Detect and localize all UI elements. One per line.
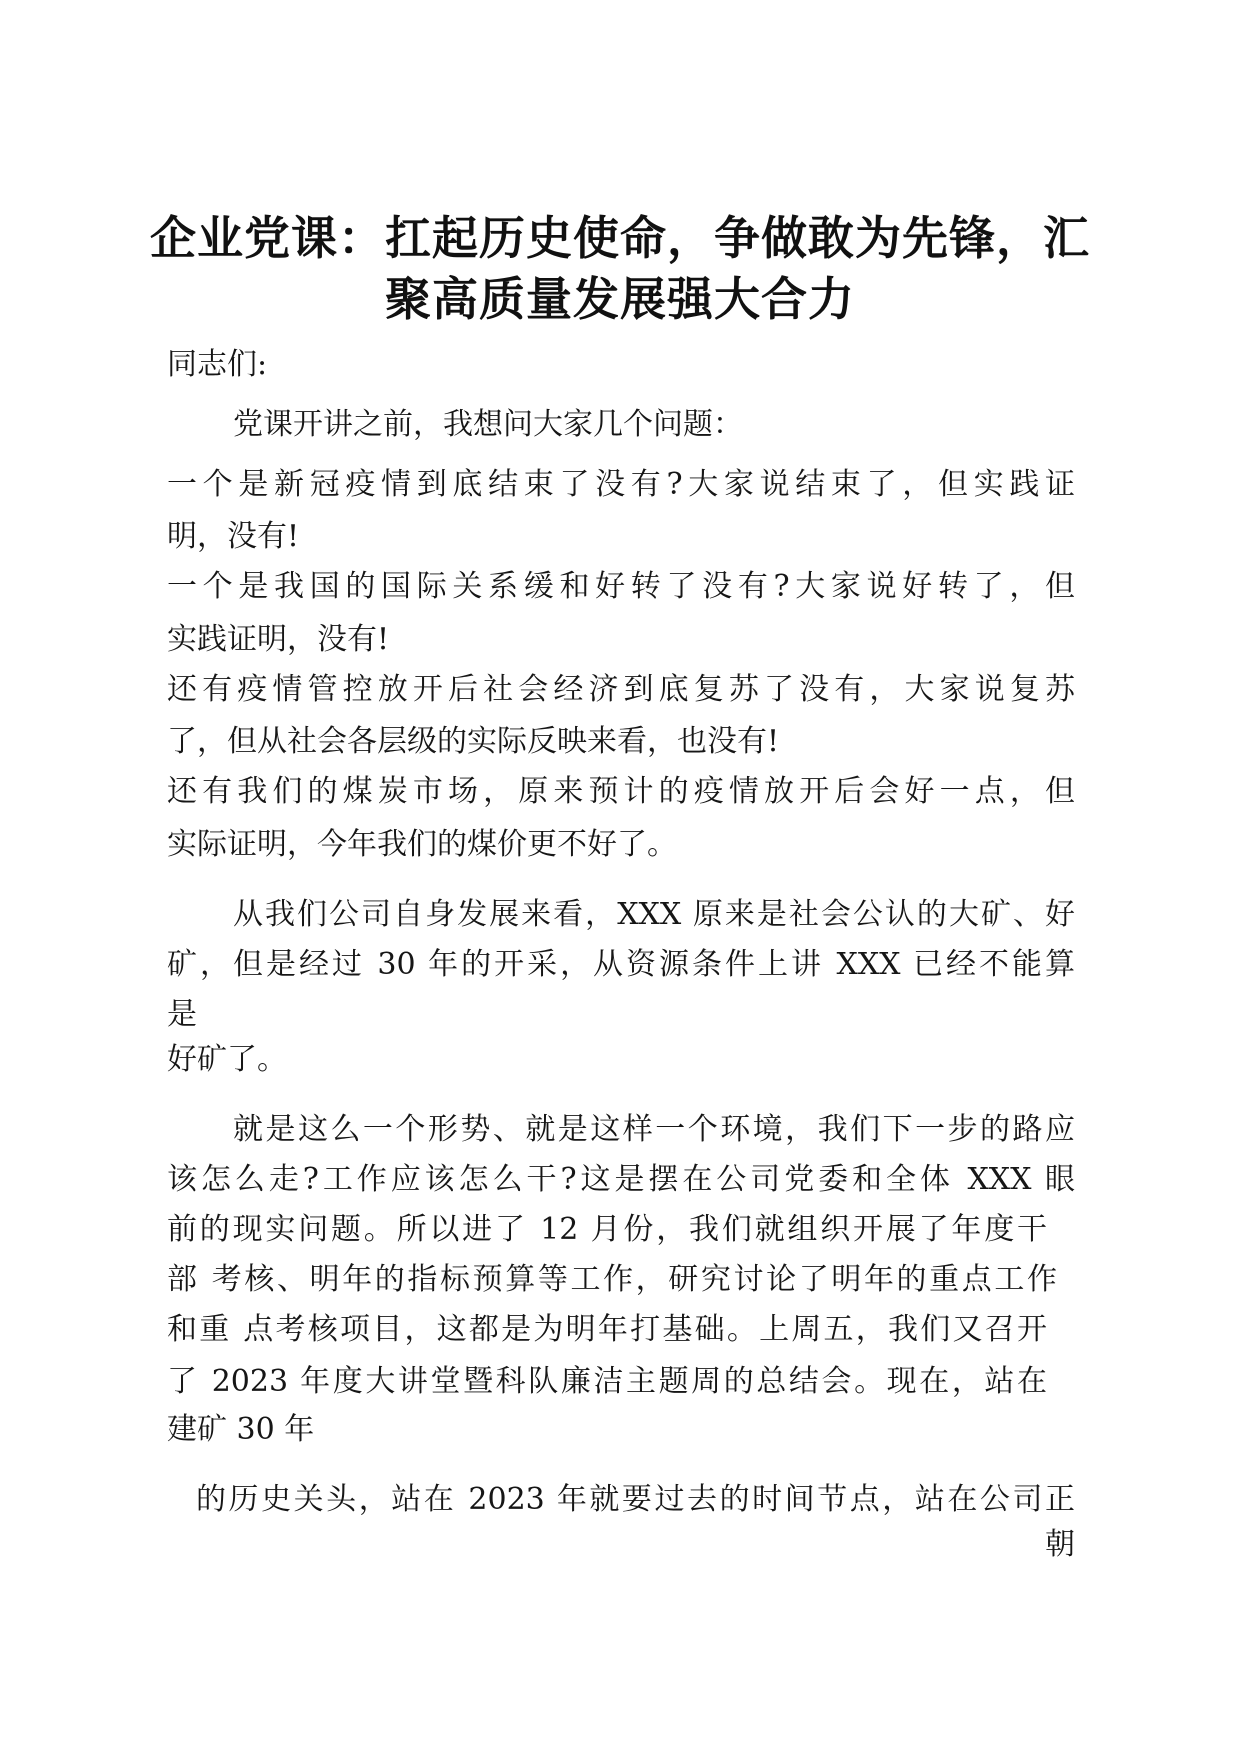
- document-title-line-1: 企业党课：扛起历史使命，争做敢为先锋，汇: [150, 211, 1090, 265]
- paragraph-line: 一个是新冠疫情到底结束了没有?大家说结束了，但实践证: [167, 467, 1075, 502]
- paragraph-line: 明，没有!: [167, 519, 300, 554]
- paragraph-line: 和重 点考核项目，这都是为明年打基础。上周五，我们又召开: [167, 1312, 1047, 1347]
- paragraph-line: 了，但从社会各层级的实际反映来看，也没有!: [167, 724, 780, 759]
- salutation: 同志们:: [167, 347, 268, 382]
- paragraph-line: 是: [167, 997, 197, 1032]
- paragraph-line: 实践证明，没有!: [167, 622, 390, 657]
- paragraph-line: 党课开讲之前，我想问大家几个问题：: [233, 407, 743, 442]
- paragraph-line: 的历史关头，站在 2023 年就要过去的时间节点，站在公司正: [196, 1482, 1075, 1517]
- paragraph-line: 朝: [1045, 1527, 1075, 1562]
- document-title-line-2: 聚高质量发展强大合力: [385, 272, 855, 326]
- paragraph-line: 了 2023 年度大讲堂暨科队廉洁主题周的总结会。现在，站在: [167, 1364, 1047, 1399]
- paragraph-line: 好矿了。: [167, 1042, 287, 1077]
- paragraph-line: 部 考核、明年的指标预算等工作，研究讨论了明年的重点工作: [167, 1262, 1057, 1297]
- paragraph-line: 矿，但是经过 30 年的开采，从资源条件上讲 XXX 已经不能算: [167, 947, 1075, 982]
- paragraph-line: 建矿 30 年: [167, 1412, 315, 1447]
- paragraph-line: 还有疫情管控放开后社会经济到底复苏了没有，大家说复苏: [167, 672, 1075, 707]
- paragraph-line: 就是这么一个形势、就是这样一个环境，我们下一步的路应: [233, 1112, 1075, 1147]
- paragraph-line: 前的现实问题。所以进了 12 月份，我们就组织开展了年度干: [167, 1212, 1047, 1247]
- paragraph-line: 该怎么走?工作应该怎么干?这是摆在公司党委和全体 XXX 眼: [167, 1162, 1075, 1197]
- paragraph-line: 还有我们的煤炭市场，原来预计的疫情放开后会好一点，但: [167, 774, 1075, 809]
- paragraph-line: 从我们公司自身发展来看，XXX 原来是社会公认的大矿、好: [233, 897, 1075, 932]
- paragraph-line: 一个是我国的国际关系缓和好转了没有?大家说好转了，但: [167, 569, 1075, 604]
- paragraph-line: 实际证明，今年我们的煤价更不好了。: [167, 827, 677, 862]
